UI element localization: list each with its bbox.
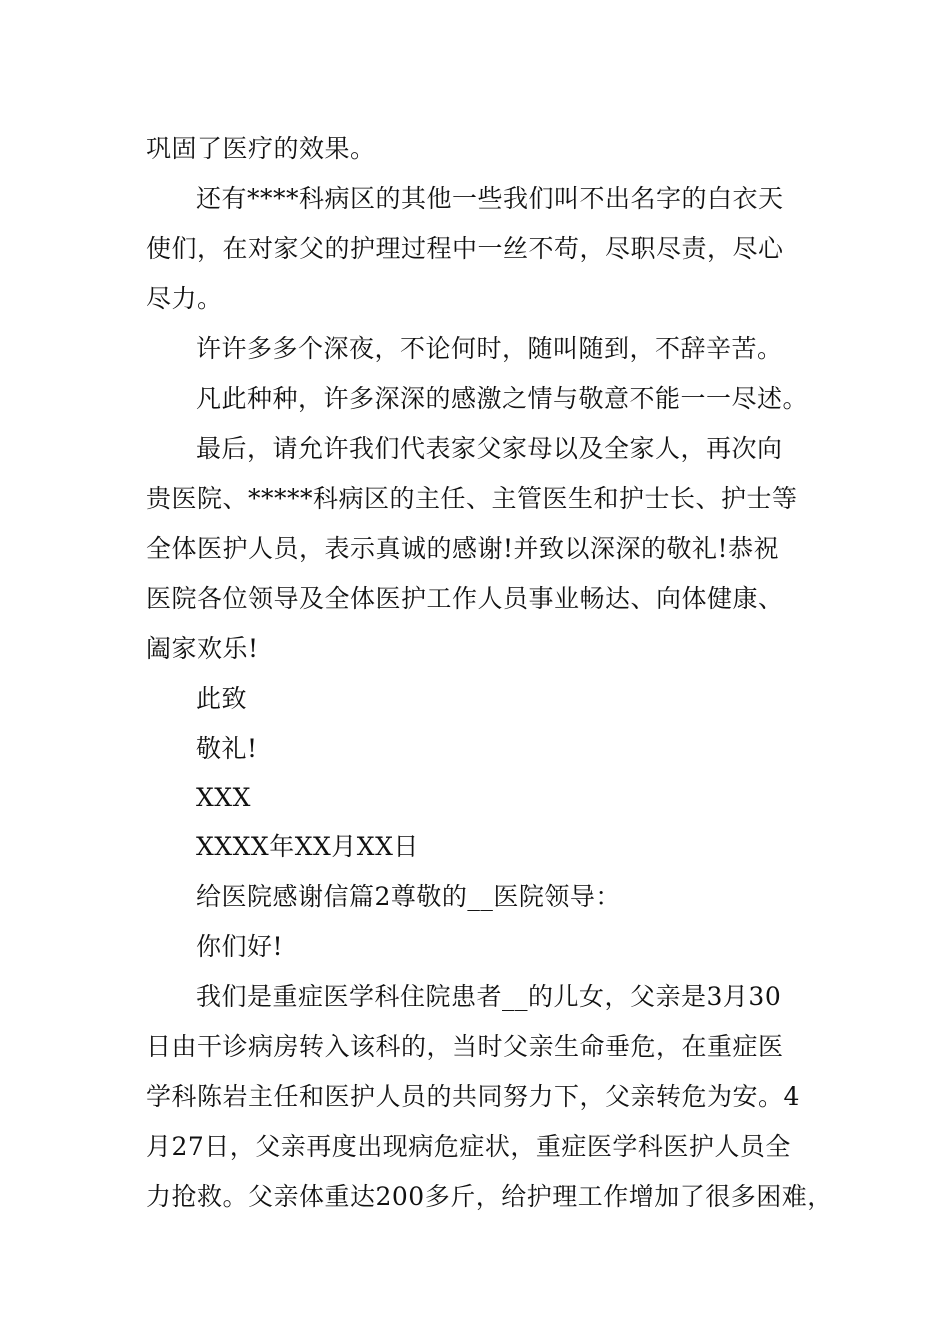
paragraph-start: 凡此种种，许多深深的感激之情与敬意不能一一尽述。 [196, 384, 809, 413]
date-line: XXXX年XX月XX日 [196, 832, 419, 861]
text-line: 巩固了医疗的效果。 [146, 134, 376, 163]
text-line: 尽力。 [146, 284, 223, 313]
closing-line: 此致 [196, 684, 248, 713]
text-line: 阖家欢乐! [146, 634, 259, 663]
text-line: 月27日，父亲再度出现病危症状，重症医学科医护人员全 [146, 1132, 791, 1161]
text-line: 使们，在对家父的护理过程中一丝不苟，尽职尽责，尽心 [146, 234, 784, 263]
paragraph-start: 许许多多个深夜，不论何时，随叫随到，不辞辛苦。 [196, 334, 783, 363]
paragraph-start: 我们是重症医学科住院患者__的儿女，父亲是3月30 [196, 982, 782, 1011]
signature-line: XXX [196, 783, 251, 812]
greeting-line: 你们好! [196, 932, 284, 961]
paragraph-start: 还有****科病区的其他一些我们叫不出名字的白衣天 [196, 184, 784, 213]
text-line: 力抢救。父亲体重达200多斤，给护理工作增加了很多困难， [146, 1182, 833, 1211]
text-line: 日由干诊病房转入该科的，当时父亲生命垂危，在重症医 [146, 1032, 784, 1061]
paragraph-start: 最后，请允许我们代表家父家母以及全家人，再次向 [196, 434, 783, 463]
text-line: 医院各位领导及全体医护工作人员事业畅达、向体健康、 [146, 584, 784, 613]
text-line: 全体医护人员，表示真诚的感谢!并致以深深的敬礼!恭祝 [146, 534, 780, 563]
text-line: 学科陈岩主任和医护人员的共同努力下，父亲转危为安。4 [146, 1082, 800, 1111]
section-heading: 给医院感谢信篇2尊敬的__医院领导： [196, 882, 621, 911]
text-line: 贵医院、*****科病区的主任、主管医生和护士长、护士等 [146, 484, 798, 513]
salutation-line: 敬礼! [196, 734, 258, 763]
